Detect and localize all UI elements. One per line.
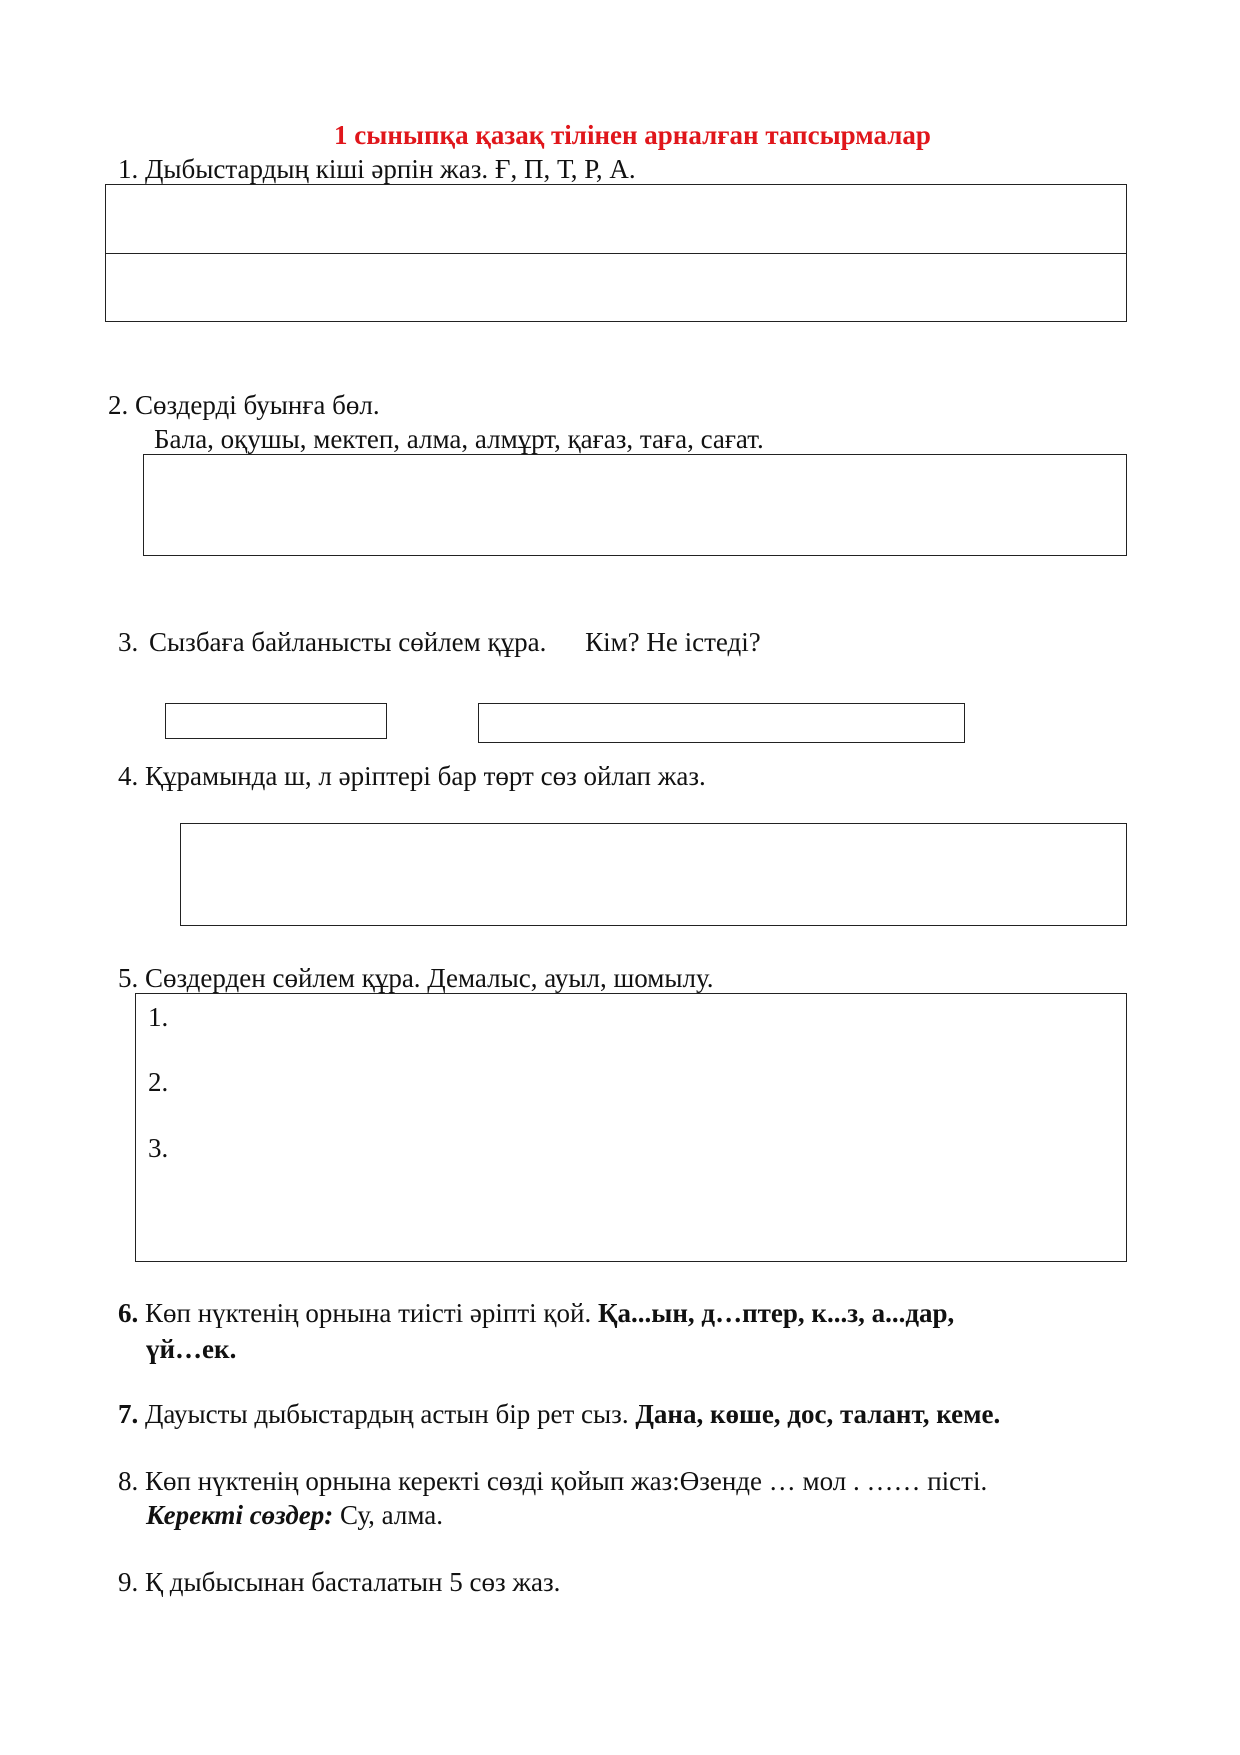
task-7: [118, 1401, 1000, 1428]
task-9: [118, 1569, 560, 1596]
task-4: [118, 763, 706, 790]
task-2-words: Бала, оқушы, мектеп, алма, алмұрт, қағаз, таға, сағат.: [154, 424, 764, 454]
task-6-words-b: үй…ек.: [146, 1334, 237, 1364]
task-8: [118, 1468, 987, 1495]
task-2-text: Сөздерді буынға бөл.: [135, 390, 380, 420]
page-title: 1 сыныпқа қазақ тілінен арналған тапсырмалар: [334, 120, 931, 150]
task-5-number: 5.: [118, 963, 139, 993]
task-5: [118, 965, 714, 992]
task-1-text: Дыбыстардың кіші әрпін жаз. Ғ, П, Т, Р, А.: [145, 154, 636, 184]
task-6: [118, 1300, 954, 1327]
task-8-hint-label: Керекті сөздер:: [146, 1500, 334, 1530]
task-6-words-a: Қа...ын, д…птер, к...з, а...дар,: [597, 1298, 955, 1328]
task-8-number: 8.: [118, 1466, 139, 1496]
task-2-number: 2.: [108, 390, 129, 420]
task-3-question: Кім? Не істеді?: [585, 627, 761, 657]
task-1-row-divider: [106, 253, 1126, 254]
task-1: [118, 156, 636, 183]
task-6-number: 6.: [118, 1298, 139, 1328]
task-3-who-box[interactable]: [165, 703, 387, 739]
task-3-action-box[interactable]: [478, 703, 965, 743]
task-5-answer-box[interactable]: [135, 993, 1127, 1262]
task-2: [108, 392, 380, 419]
task-4-number: 4.: [118, 761, 139, 791]
task-5-text: Сөздерден сөйлем құра. Демалыс, ауыл, шомылу.: [145, 963, 714, 993]
task-5-line-3: 3.: [148, 1133, 169, 1163]
task-7-text: Дауысты дыбыстардың астын бір рет сыз.: [145, 1399, 629, 1429]
task-9-text: Қ дыбысынан басталатын 5 сөз жаз.: [145, 1567, 561, 1597]
task-4-answer-box[interactable]: [180, 823, 1127, 926]
task-5-line-1: 1.: [148, 1002, 169, 1032]
task-5-line-2: 2.: [148, 1067, 169, 1097]
task-1-number: 1.: [118, 154, 139, 184]
task-6-text: Көп нүктенің орнына тиісті әріпті қой.: [145, 1298, 592, 1328]
task-1-answer-box[interactable]: [105, 184, 1127, 322]
task-7-words: Дана, көше, дос, талант, кеме.: [635, 1399, 1001, 1429]
task-7-number: 7.: [118, 1399, 139, 1429]
task-8-hint: [146, 1502, 443, 1529]
task-8-text: Көп нүктенің орнына керекті сөзді қойып жаз:Өзенде … мол . …… пісті.: [145, 1466, 988, 1496]
task-9-number: 9.: [118, 1567, 139, 1597]
task-8-hint-words: Су, алма.: [339, 1500, 443, 1530]
task-3-text: Сызбаға байланысты сөйлем құра.: [149, 627, 547, 657]
task-3-number: 3.: [118, 627, 139, 657]
task-4-text: Құрамында ш, л әріптері бар төрт сөз ойлап жаз.: [145, 761, 706, 791]
task-2-answer-box[interactable]: [143, 454, 1127, 556]
task-3: [118, 629, 761, 656]
